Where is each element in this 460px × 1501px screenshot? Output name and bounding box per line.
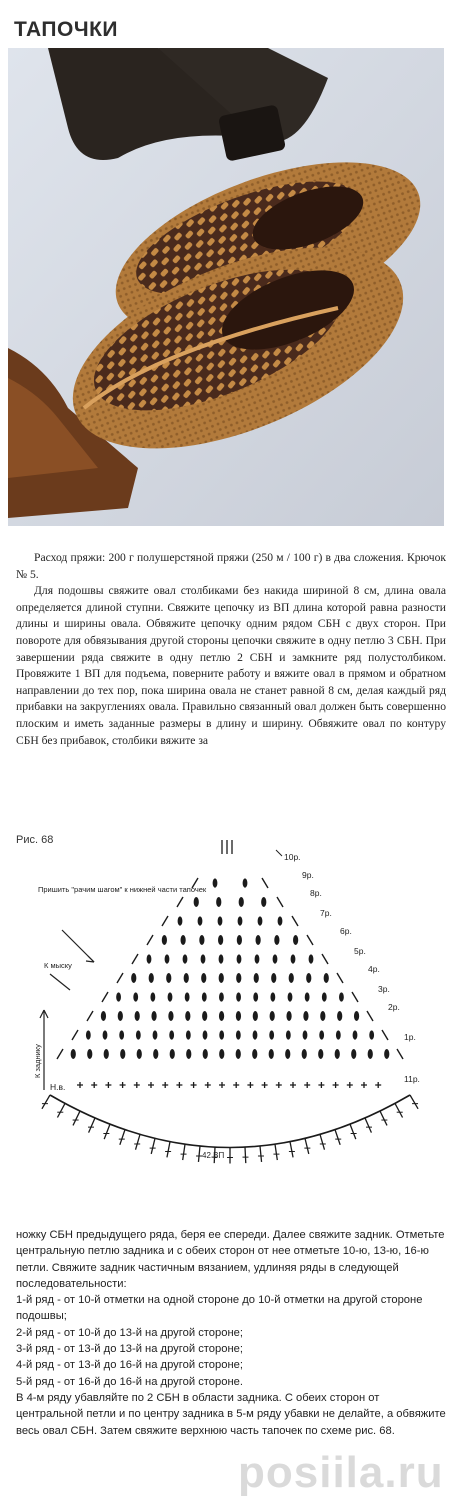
puff-stitch	[269, 1049, 274, 1059]
puff-stitch	[137, 1049, 142, 1059]
outer-stitch	[89, 1118, 95, 1133]
sc-cross	[176, 1082, 182, 1088]
outer-stitch	[395, 1103, 403, 1117]
sc-cross	[304, 1082, 310, 1088]
puff-stitch	[101, 1011, 106, 1021]
puff-stitch	[239, 897, 244, 907]
outer-stitch	[380, 1111, 387, 1125]
puff-stitch	[270, 1011, 275, 1021]
outer-stitch	[410, 1095, 418, 1109]
outer-stitch	[120, 1130, 125, 1145]
puff-stitch	[147, 954, 152, 963]
puff-stitch	[165, 954, 170, 963]
toe-arrow	[50, 974, 70, 990]
puff-stitch	[305, 992, 310, 1001]
edge-stitch	[177, 897, 183, 907]
row-label-9: 9р.	[302, 870, 314, 880]
row-label-3: 3р.	[378, 984, 390, 994]
outer-stitch	[365, 1118, 371, 1133]
puff-stitch	[256, 935, 261, 945]
puff-stitch	[335, 1049, 340, 1059]
sc-cross	[205, 1082, 211, 1088]
edge-stitch	[132, 954, 138, 964]
row-instruction-4: 4-й ряд - от 13-й до 16-й на другой стороне;	[16, 1359, 243, 1372]
sc-cross	[262, 1082, 268, 1088]
sc-cross	[191, 1082, 197, 1088]
row-label-8: 8р.	[310, 888, 322, 898]
puff-stitch	[219, 992, 224, 1001]
puff-stitch	[303, 1011, 308, 1021]
row-label-1: 1р.	[404, 1032, 416, 1042]
puff-stitch	[286, 1030, 291, 1039]
row-instruction-3: 3-й ряд - от 13-й до 13-й на другой стороне;	[16, 1343, 243, 1356]
puff-stitch	[71, 1049, 76, 1059]
row-instruction-5: 5-й ряд - от 16-й до 16-й на другой стороне.	[16, 1375, 243, 1388]
puff-stitch	[118, 1011, 123, 1021]
edge-stitch	[102, 992, 108, 1002]
row-tick	[276, 850, 282, 856]
puff-stitch	[261, 897, 266, 907]
attach-annotation-text: Пришить "рачим шагом" к нижней части тапочек	[38, 885, 207, 894]
edge-stitch	[262, 878, 268, 888]
sc-cross	[120, 1082, 126, 1088]
row-label-7: 7р.	[320, 908, 332, 918]
sc-cross	[375, 1082, 381, 1088]
puff-stitch	[236, 992, 241, 1001]
sc-cross	[361, 1082, 367, 1088]
puff-stitch	[253, 992, 258, 1001]
slippers-photo	[8, 48, 444, 526]
outer-stitch	[42, 1095, 50, 1109]
figure-label: Рис. 68	[16, 834, 54, 846]
row-label-10: 10р.	[284, 852, 301, 862]
puff-stitch	[120, 1049, 125, 1059]
puff-stitch	[324, 973, 329, 983]
heel-annotation: К заднику	[33, 1044, 42, 1078]
attach-annotation	[38, 885, 207, 894]
puff-stitch	[183, 954, 188, 963]
puff-stitch	[86, 1030, 91, 1039]
puff-stitch	[181, 935, 186, 945]
intro-text	[16, 550, 446, 749]
puff-stitch	[201, 973, 206, 983]
puff-stitch	[369, 1030, 374, 1039]
outer-stitch	[183, 1144, 185, 1160]
puff-stitch	[169, 1030, 174, 1039]
sc-cross	[105, 1082, 111, 1088]
puff-stitch	[104, 1049, 109, 1059]
puff-stitch	[185, 992, 190, 1001]
puff-stitch	[236, 1030, 241, 1039]
puff-stitch	[150, 992, 155, 1001]
puff-stitch	[336, 1030, 341, 1039]
puff-stitch	[337, 1011, 342, 1021]
puff-stitch	[201, 954, 206, 963]
puff-stitch	[135, 1011, 140, 1021]
puff-stitch	[368, 1049, 373, 1059]
edge-stitch	[57, 1049, 63, 1059]
puff-stitch	[303, 1030, 308, 1039]
puff-stitch	[203, 1049, 208, 1059]
outer-stitch	[104, 1124, 110, 1139]
puff-stitch	[236, 1011, 241, 1021]
watermark: posiila.ru	[238, 1448, 444, 1497]
crochet-diagram	[10, 820, 450, 1220]
row-label-4: 4р.	[368, 964, 380, 974]
puff-stitch	[274, 935, 279, 945]
puff-stitch	[186, 1030, 191, 1039]
sc-cross	[233, 1082, 239, 1088]
puff-stitch	[219, 973, 224, 983]
puff-stitch	[178, 916, 183, 925]
outer-stitch	[335, 1130, 340, 1145]
puff-stitch	[319, 1030, 324, 1039]
row-label-2: 2р.	[388, 1002, 400, 1012]
puff-stitch	[198, 916, 203, 925]
sc-cross	[333, 1082, 339, 1088]
puff-stitch	[202, 992, 207, 1001]
edge-stitch	[87, 1011, 93, 1021]
sc-cross	[91, 1082, 97, 1088]
edge-stitch	[352, 992, 358, 1002]
outer-stitch	[260, 1146, 262, 1162]
puff-stitch	[136, 1030, 141, 1039]
instructions-text	[16, 1227, 446, 1439]
sc-cross	[148, 1082, 154, 1088]
edge-stitch	[117, 973, 123, 983]
puff-stitch	[153, 1049, 158, 1059]
puff-stitch	[151, 1011, 156, 1021]
puff-stitch	[278, 916, 283, 925]
puff-stitch	[236, 973, 241, 983]
sc-cross	[219, 1082, 225, 1088]
row-label-6: 6р.	[340, 926, 352, 936]
row-label-11: 11р.	[404, 1074, 420, 1084]
puff-stitch	[216, 897, 221, 907]
puff-stitch	[186, 1049, 191, 1059]
puff-stitch	[202, 1011, 207, 1021]
puff-stitch	[237, 954, 242, 963]
sc-cross	[318, 1082, 324, 1088]
puff-stitch	[203, 1030, 208, 1039]
puff-stitch	[168, 992, 173, 1001]
intro-paragraph-2: Для подошвы свяжите овал столбиками без накида шириной 8 см, длина овала определяется длиной ступни. Свяжите цепочку из ВП длина которой равна разности длины и ширины овала. Обвяжите цепочку одним рядом СБН с двух сторон. При повороте для обвязывания другой стороны цепочки свяжите в одну петлю 3 СБН. При завершении ряда свяжите в одну петлю 2 СБН и замкните ряд полустолбиком. Провяжите 1 ВП для подъема, поверните работу и вяжите овал в прямом и обратном направлении до тех пор, пока ширина овала не станет равной 8 см, делая каждый ряд прибавки на закруглениях овала. Правильно связанный овал должен быть совершенно плоским и иметь заданные размеры в длину и ширину. Обвяжите овал по контуру СБН без прибавок, столбики вяжите за	[16, 584, 446, 747]
puff-stitch	[253, 1011, 258, 1021]
outer-stitch	[245, 1147, 246, 1163]
edge-stitch	[307, 935, 313, 945]
puff-stitch	[185, 1011, 190, 1021]
edge-stitch	[147, 935, 153, 945]
puff-stitch	[243, 878, 248, 887]
puff-stitch	[184, 973, 189, 983]
edge-stitch	[382, 1030, 388, 1040]
start-label: Н.в.	[50, 1082, 66, 1092]
puff-stitch	[289, 973, 294, 983]
sc-cross	[134, 1082, 140, 1088]
puff-stitch	[258, 916, 263, 925]
puff-stitch	[219, 1049, 224, 1059]
outer-stitch	[151, 1138, 155, 1154]
puff-stitch	[309, 954, 314, 963]
puff-stitch	[253, 1030, 258, 1039]
outer-stitch	[290, 1142, 293, 1158]
edge-stitch	[322, 954, 328, 964]
puff-stitch	[237, 935, 242, 945]
puff-stitch	[291, 954, 296, 963]
puff-stitch	[285, 1049, 290, 1059]
sc-cross	[290, 1082, 296, 1088]
puff-stitch	[162, 935, 167, 945]
puff-stitch	[320, 1011, 325, 1021]
puff-stitch	[170, 1049, 175, 1059]
puff-stitch	[219, 1011, 224, 1021]
puff-stitch	[219, 1030, 224, 1039]
outro-paragraph-2: В 4-м ряду убавляйте по 2 СБН в области задника. С обеих сторон от центральной петли и по центру задника в 5-м ряду убавки не делайте, а обвяжите весь овал СБН. Затем свяжите верхнюю часть тапочек по схеме рис. 68.	[16, 1391, 446, 1437]
outer-stitch	[305, 1138, 309, 1154]
outer-stitch	[136, 1134, 140, 1149]
chain-label: 42 ВП	[202, 1151, 225, 1160]
puff-stitch	[218, 916, 223, 925]
puff-stitch	[286, 1011, 291, 1021]
puff-stitch	[270, 992, 275, 1001]
puff-stitch	[302, 1049, 307, 1059]
sc-cross	[347, 1082, 353, 1088]
puff-stitch	[353, 1030, 358, 1039]
puff-stitch	[271, 973, 276, 983]
puff-stitch	[199, 935, 204, 945]
edge-stitch	[337, 973, 343, 983]
puff-stitch	[288, 992, 293, 1001]
toe-annotation: К мыску	[44, 961, 72, 970]
row-instruction-1: 1-й ряд - от 10-й отметки на одной стороне до 10-й отметки на другой стороне подошвы;	[16, 1294, 423, 1323]
puff-stitch	[252, 1049, 257, 1059]
puff-stitch	[236, 1049, 241, 1059]
row-label-5: 5р.	[354, 946, 366, 956]
puff-stitch	[339, 992, 344, 1001]
edge-stitch	[72, 1030, 78, 1040]
puff-stitch	[119, 1030, 124, 1039]
puff-stitch	[351, 1049, 356, 1059]
outer-stitch	[57, 1103, 65, 1117]
outer-stitch	[198, 1146, 200, 1162]
edge-stitch	[292, 916, 298, 926]
puff-stitch	[194, 897, 199, 907]
puff-stitch	[254, 973, 259, 983]
page-title: ТАПОЧКИ	[14, 18, 118, 41]
edge-stitch	[367, 1011, 373, 1021]
puff-stitch	[116, 992, 121, 1001]
puff-stitch	[219, 954, 224, 963]
outer-stitch	[167, 1142, 170, 1158]
sc-cross	[77, 1082, 83, 1088]
puff-stitch	[103, 1030, 108, 1039]
puff-stitch	[322, 992, 327, 1001]
intro-paragraph-1: Расход пряжи: 200 г полушерстяной пряжи (250 м / 100 г) в два сложения. Крючок № 5.	[16, 551, 446, 581]
puff-stitch	[318, 1049, 323, 1059]
attach-arrow-head	[86, 956, 94, 962]
puff-stitch	[133, 992, 138, 1001]
puff-stitch	[273, 954, 278, 963]
outer-stitch	[73, 1111, 80, 1125]
outer-stitch	[350, 1124, 356, 1139]
puff-stitch	[269, 1030, 274, 1039]
puff-stitch	[153, 1030, 158, 1039]
puff-stitch	[238, 916, 243, 925]
sc-cross	[276, 1082, 282, 1088]
edge-stitch	[162, 916, 168, 926]
puff-stitch	[87, 1049, 92, 1059]
outer-stitch	[275, 1144, 277, 1160]
puff-stitch	[255, 954, 260, 963]
row-instruction-2: 2-й ряд - от 10-й до 13-й на другой стороне;	[16, 1326, 243, 1339]
edge-stitch	[277, 897, 283, 907]
puff-stitch	[384, 1049, 389, 1059]
puff-stitch	[354, 1011, 359, 1021]
puff-stitch	[293, 935, 298, 945]
puff-stitch	[168, 1011, 173, 1021]
edge-stitch	[397, 1049, 403, 1059]
puff-stitch	[306, 973, 311, 983]
puff-stitch	[218, 935, 223, 945]
sc-cross	[247, 1082, 253, 1088]
puff-stitch	[213, 878, 218, 887]
outro-paragraph-1: ножку СБН предыдущего ряда, беря ее спереди. Далее свяжите задник. Отметьте центральную петлю задника и с обеих сторон от нее отметьте 10-ю, 13-ю, 16-ю петли. Свяжите задник частичным вязанием, удлиняя ряды в следующей последовательности:	[16, 1229, 445, 1290]
puff-stitch	[131, 973, 136, 983]
puff-stitch	[149, 973, 154, 983]
puff-stitch	[166, 973, 171, 983]
sc-cross	[162, 1082, 168, 1088]
chain-arc	[50, 1095, 410, 1148]
outer-stitch	[320, 1134, 324, 1149]
